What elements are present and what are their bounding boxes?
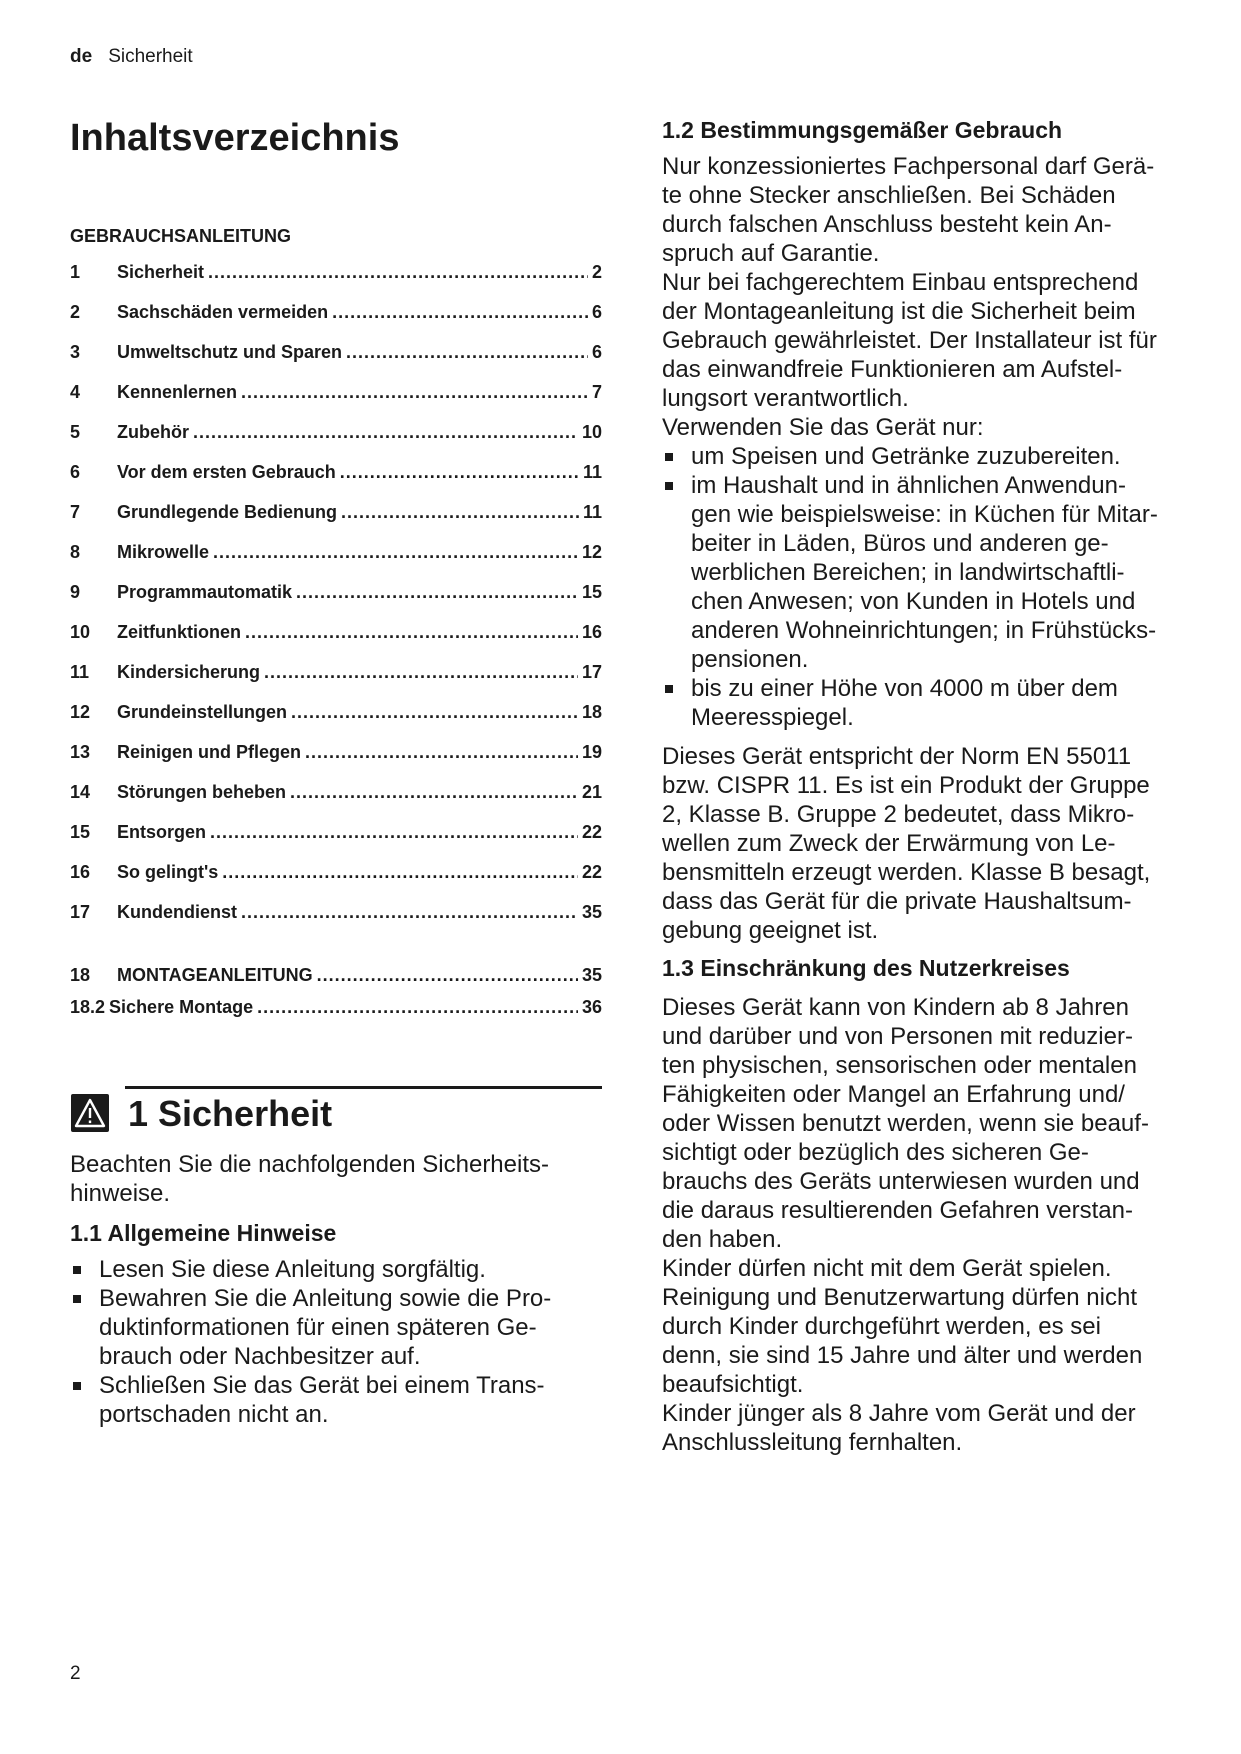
toc-entry[interactable]	[70, 782, 602, 822]
toc-entry-page: 6	[591, 342, 602, 362]
toc-entry-montage-sub[interactable]	[70, 997, 602, 1029]
subsection-heading: 1.1 Allgemeine Hinweise	[70, 1220, 337, 1246]
toc-entry[interactable]	[70, 422, 602, 462]
text-line: bensmitteln erzeugt werden. Klasse B besagt,	[662, 859, 1151, 886]
text-line: Dieses Gerät kann von Kindern ab 8 Jahren	[662, 994, 1129, 1021]
toc-entry-number: 15	[70, 822, 91, 842]
list-item	[70, 1284, 602, 1371]
toc-entry-page: 10	[581, 422, 602, 442]
toc-title: Inhaltsverzeichnis	[70, 117, 400, 159]
toc-entry-number: 6	[70, 462, 81, 482]
toc-entry-title: Sicherheit	[117, 262, 205, 282]
subsection-heading: 1.3 Einschränkung des Nutzerkreises	[662, 955, 1070, 981]
text-line: Meeresspiegel.	[691, 704, 854, 731]
text-line: Beachten Sie die nachfolgenden Sicherheits-	[70, 1151, 549, 1178]
text-line: gebung geeignet ist.	[662, 917, 879, 944]
text-line: Nur konzessioniertes Fachpersonal darf Gerä-	[662, 153, 1155, 180]
text-line: Verwenden Sie das Gerät nur:	[662, 414, 984, 441]
toc-entry-title: Störungen beheben	[117, 782, 287, 802]
toc-entry-title: Umweltschutz und Sparen	[117, 342, 343, 362]
toc-entry[interactable]	[70, 262, 602, 302]
list-item	[70, 1371, 602, 1429]
warning-icon	[70, 1093, 110, 1133]
subsection-heading: 1.2 Bestimmungsgemäßer Gebrauch	[662, 117, 1063, 143]
text-line: Reinigung und Benutzerwartung dürfen nicht	[662, 1284, 1137, 1311]
toc-entry[interactable]	[70, 902, 602, 942]
toc-leader-dots	[257, 997, 578, 1018]
toc-entry[interactable]	[70, 622, 602, 662]
text-line: wellen zum Zweck der Erwärmung von Le-	[662, 830, 1116, 857]
toc-entry[interactable]	[70, 742, 602, 782]
toc-leader-dots	[193, 422, 578, 443]
text-line: sichtigt oder bezüglich des sicheren Ge-	[662, 1139, 1089, 1166]
toc-entry-title: Mikrowelle	[117, 542, 210, 562]
toc-entry-number: 4	[70, 382, 81, 402]
text-line: bzw. CISPR 11. Es ist ein Produkt der Gruppe	[662, 772, 1150, 799]
toc-leader-dots	[291, 702, 578, 723]
toc-entry-number: 16	[70, 862, 91, 882]
toc-entry[interactable]	[70, 582, 602, 622]
toc-entry-page: 16	[581, 622, 602, 642]
toc-entry-page: 2	[591, 262, 602, 282]
bullet-square-icon	[73, 1266, 81, 1274]
toc-leader-dots	[290, 782, 578, 803]
toc-leader-dots	[346, 342, 588, 363]
header-section: Sicherheit	[108, 46, 193, 67]
toc-entry-page: 11	[582, 502, 602, 522]
toc-leader-dots	[208, 262, 588, 283]
toc-heading: GEBRAUCHSANLEITUNG	[70, 226, 292, 246]
toc-entry-page: 35	[581, 965, 602, 985]
toc-entry-page: 18	[581, 702, 602, 722]
toc-entry-page: 19	[581, 742, 602, 762]
norm-paragraph	[662, 742, 1202, 945]
text-line: beiter in Läden, Büros und anderen ge-	[691, 530, 1109, 557]
toc-entry-number: 17	[70, 902, 91, 922]
text-line: denn, sie sind 15 Jahre und älter und werden	[662, 1342, 1143, 1369]
toc-entry-number: 18	[70, 965, 91, 985]
text-line: 2, Klasse B. Gruppe 2 bedeutet, dass Mikro-	[662, 801, 1135, 828]
text-line: spruch auf Garantie.	[662, 240, 880, 267]
text-line: Kinder jünger als 8 Jahre vom Gerät und der	[662, 1400, 1136, 1427]
toc-entry-page: 22	[581, 862, 602, 882]
toc-list	[70, 262, 602, 942]
bullet-square-icon	[665, 453, 673, 461]
toc-leader-dots	[296, 582, 578, 603]
text-line: die daraus resultierenden Gefahren verstan-	[662, 1197, 1133, 1224]
bullet-square-icon	[665, 482, 673, 490]
toc-leader-dots	[305, 742, 578, 763]
text-line: Dieses Gerät entspricht der Norm EN 55011	[662, 743, 1132, 770]
section-intro	[70, 1150, 602, 1208]
text-line: das einwandfreie Funktionieren am Aufstel-	[662, 356, 1123, 383]
text-line: Anschlussleitung fernhalten.	[662, 1429, 963, 1456]
bullet-list	[662, 442, 1202, 732]
text-line: brauch oder Nachbesitzer auf.	[99, 1343, 421, 1370]
text-line: brauchs des Geräts unterwiesen wurden und	[662, 1168, 1140, 1195]
text-line: hinweise.	[70, 1180, 171, 1207]
text-line: durch falschen Anschluss besteht kein An-	[662, 211, 1112, 238]
toc-entry-title: Vor dem ersten Gebrauch	[117, 462, 336, 482]
toc-entry-page: 11	[582, 462, 602, 482]
text-line: Kinder dürfen nicht mit dem Gerät spielen.	[662, 1255, 1112, 1282]
text-line: anderen Wohneinrichtungen; in Frühstücks-	[691, 617, 1157, 644]
text-line: duktinformationen für einen späteren Ge-	[99, 1314, 537, 1341]
toc-entry-number: 10	[70, 622, 91, 642]
subsection-body	[662, 993, 1202, 1457]
page-header	[70, 46, 193, 68]
toc-entry-number: 13	[70, 742, 91, 762]
toc-entry-title: Entsorgen	[117, 822, 207, 842]
bullet-list	[70, 1255, 602, 1429]
toc-entry-number: 18.2	[70, 997, 106, 1017]
text-line: Schließen Sie das Gerät bei einem Trans-	[99, 1372, 545, 1399]
text-line: um Speisen und Getränke zuzubereiten.	[691, 443, 1121, 470]
toc-entry-montage[interactable]	[70, 965, 602, 997]
text-line: Fähigkeiten oder Mangel an Erfahrung und/	[662, 1081, 1125, 1108]
list-item	[662, 442, 1202, 471]
text-line: Bewahren Sie die Anleitung sowie die Pro-	[99, 1285, 552, 1312]
toc-entry-title: Zubehör	[117, 422, 189, 442]
text-line: pensionen.	[691, 646, 809, 673]
text-line: den haben.	[662, 1226, 783, 1253]
toc-entry[interactable]	[70, 382, 602, 422]
text-line: gen wie beispielsweise: in Küchen für Mitar-	[691, 501, 1158, 528]
toc-entry-title: So gelingt's	[117, 862, 219, 882]
toc-entry-title: Reinigen und Pflegen	[117, 742, 302, 762]
toc-entry-number: 8	[70, 542, 81, 562]
text-line: im Haushalt und in ähnlichen Anwendun-	[691, 472, 1126, 499]
toc-entry-number: 7	[70, 502, 81, 522]
toc-entry-page: 21	[581, 782, 602, 802]
text-line: oder Wissen benutzt werden, wenn sie beauf-	[662, 1110, 1149, 1137]
toc-entry[interactable]	[70, 702, 602, 742]
bullet-square-icon	[665, 685, 673, 693]
toc-entry-title: Grundeinstellungen	[117, 702, 288, 722]
toc-entry-title: Kennenlernen	[117, 382, 238, 402]
list-item	[662, 674, 1202, 732]
toc-entry-number: 11	[70, 662, 90, 682]
toc-entry-title: Grundlegende Bedienung	[117, 502, 338, 522]
toc-leader-dots	[213, 542, 578, 563]
text-line: chen Anwesen; von Kunden in Hotels und	[691, 588, 1136, 615]
toc-entry-title: Zeitfunktionen	[117, 622, 241, 642]
text-line: Nur bei fachgerechtem Einbau entsprechend	[662, 269, 1139, 296]
text-line: werblichen Bereichen; in landwirtschaftli-	[691, 559, 1125, 586]
toc-entry[interactable]	[70, 862, 602, 902]
list-item	[662, 471, 1202, 674]
toc-entry-number: 3	[70, 342, 81, 362]
toc-entry-title: Kundendienst	[117, 902, 237, 922]
toc-entry-page: 36	[581, 997, 602, 1017]
toc-entry-title: Sichere Montage	[109, 997, 254, 1017]
toc-montage-list	[70, 965, 602, 1029]
text-line: durch Kinder durchgeführt werden, es sei	[662, 1313, 1101, 1340]
text-line: Lesen Sie diese Anleitung sorgfältig.	[99, 1256, 486, 1283]
toc-leader-dots	[332, 302, 588, 323]
toc-entry-page: 7	[591, 382, 602, 402]
toc-entry[interactable]	[70, 542, 602, 582]
toc-entry-number: 14	[70, 782, 91, 802]
toc-leader-dots	[264, 662, 578, 683]
toc-entry-number: 9	[70, 582, 81, 602]
toc-leader-dots	[241, 902, 578, 923]
toc-entry[interactable]	[70, 822, 602, 862]
text-line: bis zu einer Höhe von 4000 m über dem	[691, 675, 1118, 702]
toc-entry-page: 22	[581, 822, 602, 842]
toc-entry-page: 17	[581, 662, 602, 682]
text-line: der Montageanleitung ist die Sicherheit beim	[662, 298, 1136, 325]
toc-leader-dots	[241, 382, 588, 403]
text-line: portschaden nicht an.	[99, 1401, 329, 1428]
text-line: Gebrauch gewährleistet. Der Installateur ist für	[662, 327, 1157, 354]
toc-entry-page: 15	[581, 582, 602, 602]
bullet-square-icon	[73, 1382, 81, 1390]
toc-leader-dots	[222, 862, 578, 883]
toc-entry[interactable]	[70, 662, 602, 702]
toc-entry[interactable]	[70, 502, 602, 542]
toc-entry[interactable]	[70, 462, 602, 502]
list-item	[70, 1255, 602, 1284]
toc-entry-title: Programmautomatik	[117, 582, 293, 602]
toc-entry[interactable]	[70, 302, 602, 342]
toc-leader-dots	[317, 965, 578, 986]
toc-entry-title: MONTAGEANLEITUNG	[117, 965, 313, 985]
language-code: de	[70, 46, 93, 67]
bullet-square-icon	[73, 1295, 81, 1303]
toc-entry-number: 5	[70, 422, 81, 442]
toc-entry-page: 12	[581, 542, 602, 562]
toc-leader-dots	[341, 502, 579, 523]
toc-leader-dots	[340, 462, 579, 483]
text-line: beaufsichtigt.	[662, 1371, 804, 1398]
page-number: 2	[70, 1663, 81, 1684]
toc-leader-dots	[245, 622, 578, 643]
subsection-body	[662, 152, 1202, 732]
toc-entry-page: 35	[581, 902, 602, 922]
toc-entry-title: Sachschäden vermeiden	[117, 302, 329, 322]
text-line: ten physischen, sensorischen oder mentalen	[662, 1052, 1137, 1079]
toc-entry-title: Kindersicherung	[117, 662, 261, 682]
section-divider	[125, 1086, 602, 1089]
text-line: te ohne Stecker anschließen. Bei Schäden	[662, 182, 1116, 209]
text-line: dass das Gerät für die private Haushaltsum-	[662, 888, 1132, 915]
text-line: lungsort verantwortlich.	[662, 385, 909, 412]
toc-entry-number: 12	[70, 702, 91, 722]
toc-leader-dots	[210, 822, 578, 843]
toc-entry[interactable]	[70, 342, 602, 382]
toc-entry-page: 6	[591, 302, 602, 322]
toc-entry-number: 1	[70, 262, 81, 282]
toc-entry-number: 2	[70, 302, 81, 322]
section-title: 1 Sicherheit	[128, 1093, 333, 1134]
text-line: und darüber und von Personen mit reduzier-	[662, 1023, 1133, 1050]
